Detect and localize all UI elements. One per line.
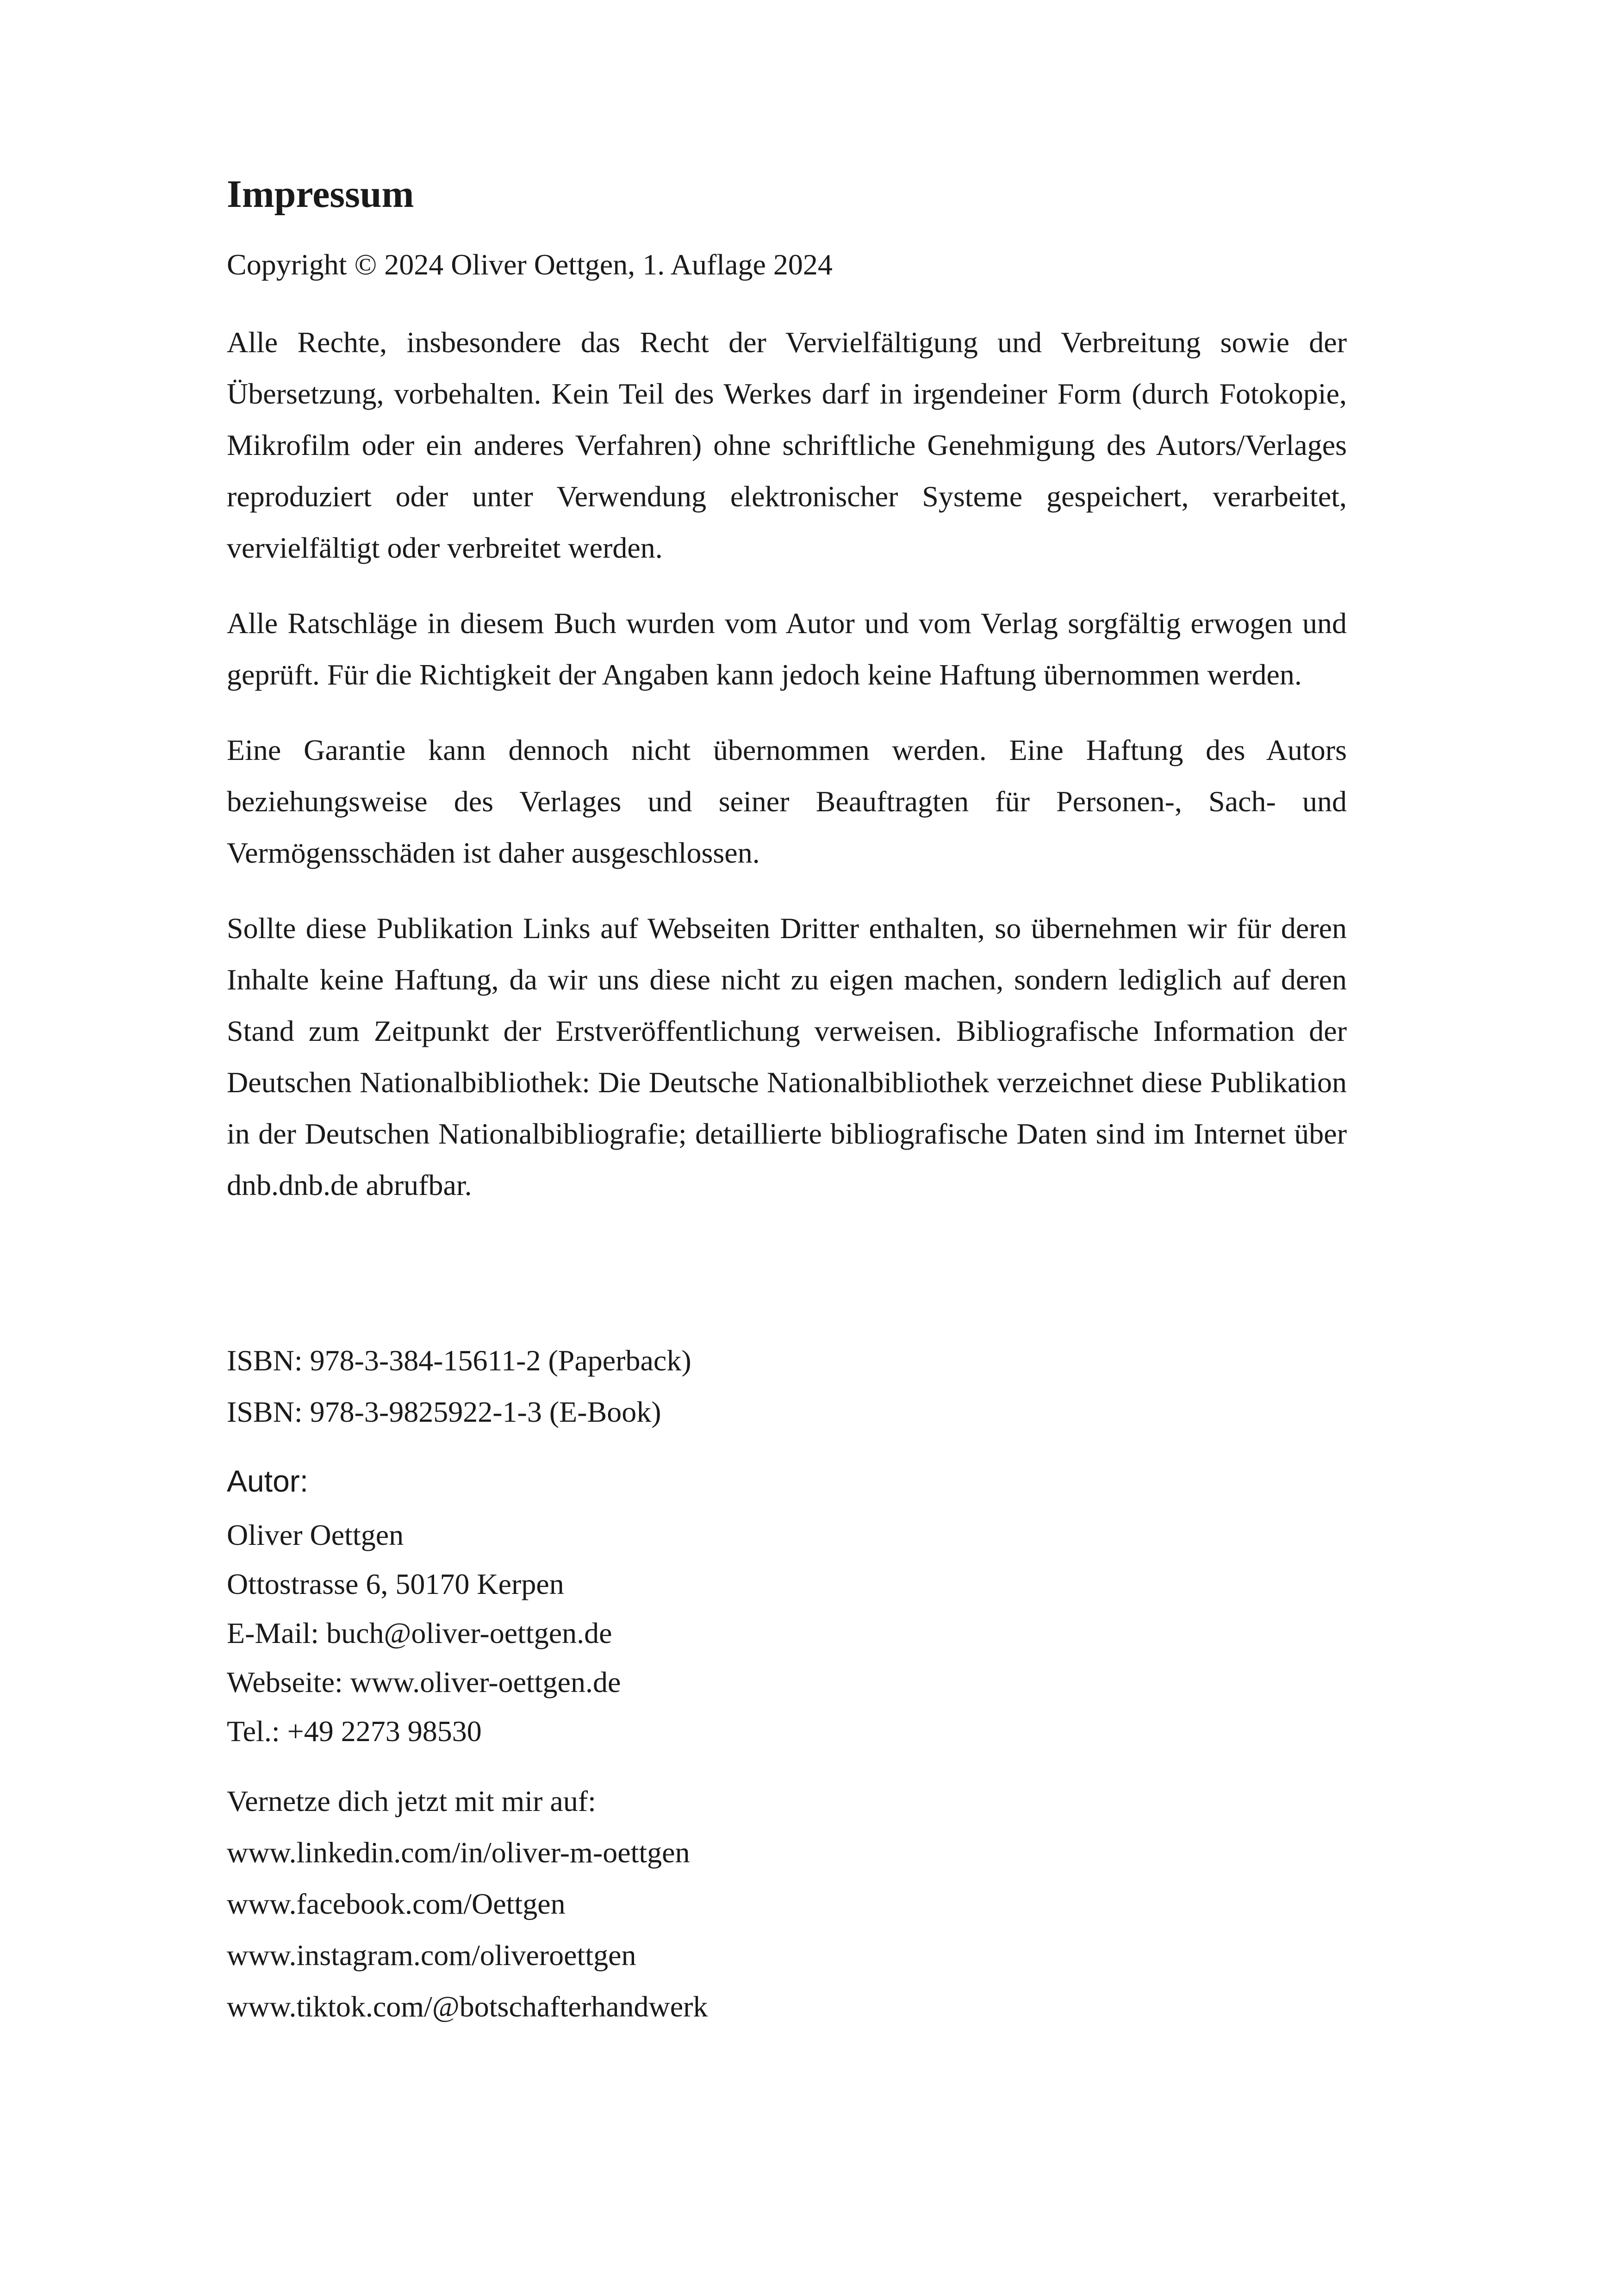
- author-contact-block: [227, 1511, 1347, 1756]
- external-links-paragraph: Sollte diese Publikation Links auf Webseiten Dritter enthalten, so übernehmen wir für deren Inhalte keine Haftung, da wir uns diese nicht zu eigen machen, sondern lediglich auf deren Stand zum Zeitpunkt der Erstveröffentlichung verweisen. Bibliografische Information der Deutschen Nationalbibliothek: Die Deutsche Nationalbibliothek verzeichnet diese Publikation in der Deutschen Nationalbibliografie; detaillierte bibliografische Daten sind im Internet über dnb.dnb.de abrufbar.: [227, 912, 1347, 1201]
- author-phone: Tel.: +49 2273 98530: [227, 1715, 482, 1748]
- author-heading: Autor:: [227, 1464, 309, 1498]
- advice-disclaimer-paragraph: Alle Ratschläge in diesem Buch wurden vom Autor und vom Verlag sorgfältig erwogen und geprüft. Für die Richtigkeit der Angaben kann jedoch keine Haftung übernommen werden.: [227, 607, 1347, 691]
- social-intro: Vernetze dich jetzt mit mir auf:: [227, 1785, 596, 1817]
- copyright-line: Copyright © 2024 Oliver Oettgen, 1. Auflage 2024: [227, 248, 833, 281]
- isbn-block: [227, 1335, 1347, 1437]
- instagram-link[interactable]: www.instagram.com/oliveroettgen: [227, 1939, 636, 1972]
- author-name: Oliver Oettgen: [227, 1518, 404, 1551]
- isbn-paperback: ISBN: 978-3-384-15611-2 (Paperback): [227, 1344, 691, 1377]
- author-email[interactable]: E-Mail: buch@oliver-oettgen.de: [227, 1617, 612, 1649]
- tiktok-link[interactable]: www.tiktok.com/@botschafterhandwerk: [227, 1990, 708, 2023]
- page-title: Impressum: [227, 173, 414, 216]
- linkedin-link[interactable]: www.linkedin.com/in/oliver-m-oettgen: [227, 1836, 690, 1869]
- liability-paragraph: Eine Garantie kann dennoch nicht übernommen werden. Eine Haftung des Autors beziehungsweise des Verlages und seiner Beauftragten für Personen-, Sach- und Vermögensschäden ist daher ausgeschlossen.: [227, 734, 1347, 869]
- author-website[interactable]: Webseite: www.oliver-oettgen.de: [227, 1666, 621, 1699]
- author-address: Ottostrasse 6, 50170 Kerpen: [227, 1568, 564, 1600]
- facebook-link[interactable]: www.facebook.com/Oettgen: [227, 1887, 566, 1920]
- isbn-ebook: ISBN: 978-3-9825922-1-3 (E-Book): [227, 1395, 661, 1428]
- social-links-block: [227, 1775, 1347, 2032]
- impressum-page: [227, 171, 1347, 2032]
- rights-paragraph: Alle Rechte, insbesondere das Recht der Vervielfältigung und Verbreitung sowie der Übersetzung, vorbehalten. Kein Teil des Werkes darf in irgendeiner Form (durch Fotokopie, Mikrofilm oder ein anderes Verfahren) ohne schriftliche Genehmigung des Autors/Verlages reproduziert oder unter Verwendung elektronischer Systeme gespeichert, verarbeitet, vervielfältigt oder verbreitet werden.: [227, 326, 1347, 564]
